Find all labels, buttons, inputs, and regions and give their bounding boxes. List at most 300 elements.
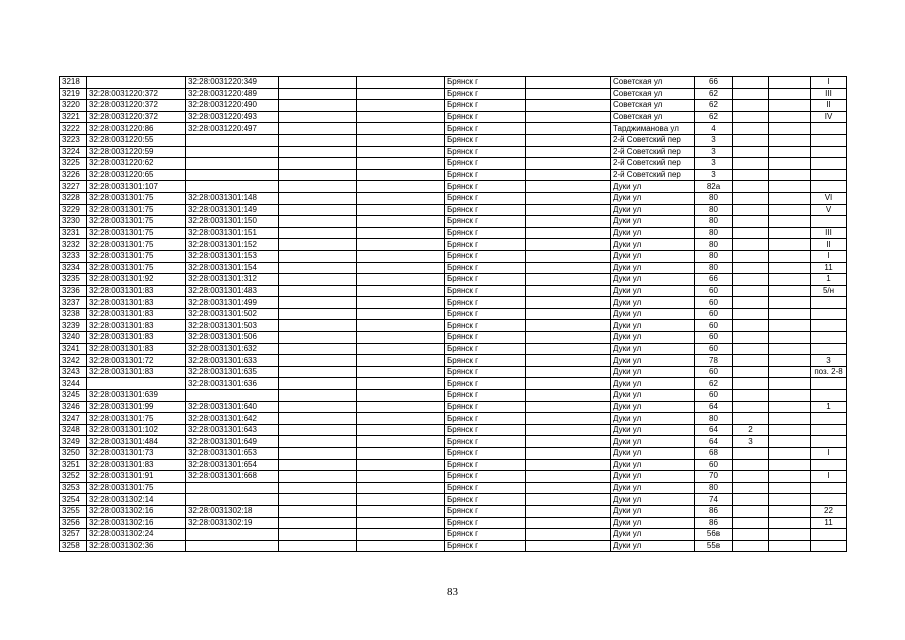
parcel-cadastral-cell: 32:28:0031301:73 [87, 448, 186, 460]
row-number-cell: 3244 [60, 378, 87, 390]
building-number-cell [733, 239, 769, 251]
city-cell: Брянск г [445, 123, 526, 135]
building-number-cell [733, 401, 769, 413]
empty-cell [526, 88, 611, 100]
city-cell: Брянск г [445, 390, 526, 402]
city-cell: Брянск г [445, 517, 526, 529]
building-number-cell [733, 134, 769, 146]
premises-number-cell [811, 529, 847, 541]
parcel-cadastral-cell: 32:28:0031301:75 [87, 227, 186, 239]
row-number-cell: 3220 [60, 100, 87, 112]
premises-number-cell [811, 390, 847, 402]
city-cell: Брянск г [445, 355, 526, 367]
building-number-cell [733, 181, 769, 193]
row-number-cell: 3235 [60, 274, 87, 286]
table-row [60, 111, 847, 123]
empty-cell [279, 494, 357, 506]
empty-cell [526, 158, 611, 170]
empty-cell [357, 77, 445, 89]
empty-cell [769, 88, 811, 100]
object-cadastral-cell [186, 146, 279, 158]
premises-number-cell [811, 343, 847, 355]
building-number-cell [733, 158, 769, 170]
row-number-cell: 3226 [60, 169, 87, 181]
building-number-cell [733, 366, 769, 378]
empty-cell [526, 111, 611, 123]
empty-cell [526, 332, 611, 344]
street-cell: Дуки ул [611, 459, 695, 471]
row-number-cell: 3238 [60, 308, 87, 320]
city-cell: Брянск г [445, 424, 526, 436]
empty-cell [357, 239, 445, 251]
empty-cell [279, 111, 357, 123]
object-cadastral-cell: 32:28:0031301:151 [186, 227, 279, 239]
table-row [60, 332, 847, 344]
row-number-cell: 3250 [60, 448, 87, 460]
row-number-cell: 3251 [60, 459, 87, 471]
house-number-cell: 64 [695, 424, 733, 436]
parcel-cadastral-cell: 32:28:0031301:75 [87, 204, 186, 216]
building-number-cell [733, 459, 769, 471]
object-cadastral-cell [186, 540, 279, 552]
house-number-cell: 3 [695, 169, 733, 181]
empty-cell [526, 227, 611, 239]
table-row [60, 366, 847, 378]
parcel-cadastral-cell: 32:28:0031220:59 [87, 146, 186, 158]
empty-cell [769, 343, 811, 355]
table-row [60, 100, 847, 112]
empty-cell [279, 343, 357, 355]
house-number-cell: 86 [695, 517, 733, 529]
row-number-cell: 3243 [60, 366, 87, 378]
parcel-cadastral-cell: 32:28:0031301:75 [87, 250, 186, 262]
empty-cell [769, 158, 811, 170]
parcel-cadastral-cell: 32:28:0031301:107 [87, 181, 186, 193]
parcel-cadastral-cell: 32:28:0031220:86 [87, 123, 186, 135]
empty-cell [357, 424, 445, 436]
row-number-cell: 3228 [60, 192, 87, 204]
building-number-cell [733, 448, 769, 460]
premises-number-cell [811, 297, 847, 309]
house-number-cell: 80 [695, 192, 733, 204]
city-cell: Брянск г [445, 239, 526, 251]
empty-cell [769, 123, 811, 135]
building-number-cell [733, 262, 769, 274]
table-row [60, 181, 847, 193]
city-cell: Брянск г [445, 169, 526, 181]
empty-cell [357, 320, 445, 332]
house-number-cell: 3 [695, 158, 733, 170]
building-number-cell: 2 [733, 424, 769, 436]
row-number-cell: 3249 [60, 436, 87, 448]
empty-cell [526, 366, 611, 378]
parcel-cadastral-cell: 32:28:0031220:372 [87, 88, 186, 100]
city-cell: Брянск г [445, 332, 526, 344]
empty-cell [279, 540, 357, 552]
premises-number-cell [811, 123, 847, 135]
empty-cell [769, 216, 811, 228]
empty-cell [769, 529, 811, 541]
parcel-cadastral-cell: 32:28:0031301:75 [87, 482, 186, 494]
object-cadastral-cell: 32:28:0031220:497 [186, 123, 279, 135]
empty-cell [769, 505, 811, 517]
empty-cell [279, 424, 357, 436]
city-cell: Брянск г [445, 505, 526, 517]
empty-cell [769, 390, 811, 402]
premises-number-cell: 22 [811, 505, 847, 517]
empty-cell [526, 204, 611, 216]
premises-number-cell: 1 [811, 274, 847, 286]
row-number-cell: 3245 [60, 390, 87, 402]
empty-cell [357, 401, 445, 413]
empty-cell [526, 308, 611, 320]
empty-cell [279, 204, 357, 216]
house-number-cell: 4 [695, 123, 733, 135]
registry-table-body [60, 77, 847, 552]
empty-cell [357, 390, 445, 402]
premises-number-cell: I [811, 250, 847, 262]
empty-cell [769, 146, 811, 158]
building-number-cell [733, 332, 769, 344]
premises-number-cell [811, 134, 847, 146]
empty-cell [769, 378, 811, 390]
parcel-cadastral-cell: 32:28:0031301:83 [87, 297, 186, 309]
premises-number-cell: поз. 2-8 [811, 366, 847, 378]
object-cadastral-cell: 32:28:0031301:668 [186, 471, 279, 483]
empty-cell [526, 378, 611, 390]
street-cell: Дуки ул [611, 297, 695, 309]
building-number-cell [733, 88, 769, 100]
empty-cell [357, 517, 445, 529]
building-number-cell [733, 529, 769, 541]
row-number-cell: 3230 [60, 216, 87, 228]
street-cell: Дуки ул [611, 355, 695, 367]
empty-cell [769, 250, 811, 262]
object-cadastral-cell [186, 390, 279, 402]
empty-cell [279, 413, 357, 425]
row-number-cell: 3233 [60, 250, 87, 262]
house-number-cell: 56в [695, 529, 733, 541]
row-number-cell: 3227 [60, 181, 87, 193]
object-cadastral-cell: 32:28:0031301:154 [186, 262, 279, 274]
building-number-cell [733, 471, 769, 483]
parcel-cadastral-cell: 32:28:0031220:62 [87, 158, 186, 170]
empty-cell [526, 482, 611, 494]
building-number-cell [733, 308, 769, 320]
row-number-cell: 3246 [60, 401, 87, 413]
object-cadastral-cell: 32:28:0031220:349 [186, 77, 279, 89]
street-cell: Дуки ул [611, 308, 695, 320]
street-cell: Дуки ул [611, 320, 695, 332]
object-cadastral-cell [186, 158, 279, 170]
empty-cell [279, 436, 357, 448]
empty-cell [769, 448, 811, 460]
street-cell: Дуки ул [611, 332, 695, 344]
premises-number-cell [811, 436, 847, 448]
city-cell: Брянск г [445, 529, 526, 541]
empty-cell [357, 459, 445, 471]
street-cell: Дуки ул [611, 436, 695, 448]
table-row [60, 390, 847, 402]
row-number-cell: 3225 [60, 158, 87, 170]
table-row [60, 192, 847, 204]
empty-cell [357, 308, 445, 320]
row-number-cell: 3242 [60, 355, 87, 367]
table-row [60, 88, 847, 100]
row-number-cell: 3255 [60, 505, 87, 517]
premises-number-cell: III [811, 227, 847, 239]
street-cell: Дуки ул [611, 505, 695, 517]
empty-cell [769, 413, 811, 425]
object-cadastral-cell: 32:28:0031220:489 [186, 88, 279, 100]
house-number-cell: 80 [695, 227, 733, 239]
empty-cell [769, 366, 811, 378]
street-cell: Советская ул [611, 88, 695, 100]
parcel-cadastral-cell: 32:28:0031220:55 [87, 134, 186, 146]
premises-number-cell: VI [811, 192, 847, 204]
building-number-cell [733, 482, 769, 494]
house-number-cell: 80 [695, 413, 733, 425]
empty-cell [526, 529, 611, 541]
parcel-cadastral-cell: 32:28:0031301:83 [87, 308, 186, 320]
empty-cell [279, 285, 357, 297]
empty-cell [279, 158, 357, 170]
house-number-cell: 55в [695, 540, 733, 552]
house-number-cell: 60 [695, 332, 733, 344]
empty-cell [357, 529, 445, 541]
city-cell: Брянск г [445, 204, 526, 216]
street-cell: Дуки ул [611, 262, 695, 274]
empty-cell [357, 216, 445, 228]
empty-cell [526, 401, 611, 413]
table-row [60, 158, 847, 170]
empty-cell [279, 366, 357, 378]
parcel-cadastral-cell: 32:28:0031301:83 [87, 366, 186, 378]
city-cell: Брянск г [445, 134, 526, 146]
premises-number-cell: III [811, 88, 847, 100]
city-cell: Брянск г [445, 262, 526, 274]
row-number-cell: 3231 [60, 227, 87, 239]
premises-number-cell: 5/н [811, 285, 847, 297]
table-row [60, 494, 847, 506]
building-number-cell [733, 505, 769, 517]
empty-cell [279, 482, 357, 494]
city-cell: Брянск г [445, 343, 526, 355]
city-cell: Брянск г [445, 308, 526, 320]
street-cell: Дуки ул [611, 517, 695, 529]
building-number-cell [733, 390, 769, 402]
object-cadastral-cell: 32:28:0031301:149 [186, 204, 279, 216]
empty-cell [357, 505, 445, 517]
street-cell: Дуки ул [611, 529, 695, 541]
city-cell: Брянск г [445, 494, 526, 506]
building-number-cell [733, 517, 769, 529]
parcel-cadastral-cell: 32:28:0031301:83 [87, 343, 186, 355]
object-cadastral-cell [186, 169, 279, 181]
object-cadastral-cell: 32:28:0031301:632 [186, 343, 279, 355]
empty-cell [279, 355, 357, 367]
object-cadastral-cell: 32:28:0031301:148 [186, 192, 279, 204]
street-cell: Советская ул [611, 111, 695, 123]
object-cadastral-cell: 32:28:0031302:18 [186, 505, 279, 517]
row-number-cell: 3256 [60, 517, 87, 529]
empty-cell [357, 88, 445, 100]
empty-cell [526, 320, 611, 332]
house-number-cell: 80 [695, 204, 733, 216]
table-row [60, 517, 847, 529]
table-row [60, 297, 847, 309]
building-number-cell [733, 100, 769, 112]
empty-cell [279, 297, 357, 309]
house-number-cell: 60 [695, 297, 733, 309]
table-row [60, 378, 847, 390]
row-number-cell: 3240 [60, 332, 87, 344]
table-row [60, 216, 847, 228]
house-number-cell: 64 [695, 436, 733, 448]
table-row [60, 77, 847, 89]
street-cell: Советская ул [611, 100, 695, 112]
row-number-cell: 3253 [60, 482, 87, 494]
parcel-cadastral-cell [87, 378, 186, 390]
table-row [60, 308, 847, 320]
object-cadastral-cell [186, 529, 279, 541]
empty-cell [526, 343, 611, 355]
empty-cell [526, 146, 611, 158]
object-cadastral-cell: 32:28:0031220:493 [186, 111, 279, 123]
empty-cell [357, 181, 445, 193]
empty-cell [279, 320, 357, 332]
street-cell: 2-й Советский пер [611, 134, 695, 146]
empty-cell [357, 378, 445, 390]
empty-cell [526, 77, 611, 89]
row-number-cell: 3221 [60, 111, 87, 123]
parcel-cadastral-cell: 32:28:0031220:372 [87, 111, 186, 123]
object-cadastral-cell [186, 482, 279, 494]
row-number-cell: 3254 [60, 494, 87, 506]
building-number-cell [733, 320, 769, 332]
table-row [60, 227, 847, 239]
parcel-cadastral-cell: 32:28:0031301:83 [87, 332, 186, 344]
empty-cell [357, 227, 445, 239]
street-cell: 2-й Советский пер [611, 169, 695, 181]
empty-cell [279, 262, 357, 274]
street-cell: Тарджиманова ул [611, 123, 695, 135]
empty-cell [357, 158, 445, 170]
premises-number-cell: IV [811, 111, 847, 123]
empty-cell [357, 448, 445, 460]
house-number-cell: 60 [695, 308, 733, 320]
parcel-cadastral-cell: 32:28:0031302:14 [87, 494, 186, 506]
empty-cell [279, 192, 357, 204]
city-cell: Брянск г [445, 88, 526, 100]
empty-cell [279, 517, 357, 529]
object-cadastral-cell: 32:28:0031301:643 [186, 424, 279, 436]
object-cadastral-cell: 32:28:0031301:633 [186, 355, 279, 367]
page-number: 83 [447, 586, 458, 598]
city-cell: Брянск г [445, 111, 526, 123]
table-row [60, 459, 847, 471]
empty-cell [526, 169, 611, 181]
street-cell: Дуки ул [611, 343, 695, 355]
row-number-cell: 3257 [60, 529, 87, 541]
row-number-cell: 3222 [60, 123, 87, 135]
empty-cell [357, 482, 445, 494]
empty-cell [279, 378, 357, 390]
parcel-cadastral-cell: 32:28:0031220:372 [87, 100, 186, 112]
premises-number-cell: II [811, 100, 847, 112]
empty-cell [769, 77, 811, 89]
empty-cell [526, 459, 611, 471]
house-number-cell: 70 [695, 471, 733, 483]
street-cell: Дуки ул [611, 192, 695, 204]
empty-cell [279, 308, 357, 320]
city-cell: Брянск г [445, 250, 526, 262]
parcel-cadastral-cell: 32:28:0031301:484 [87, 436, 186, 448]
empty-cell [357, 262, 445, 274]
premises-number-cell [811, 413, 847, 425]
parcel-cadastral-cell: 32:28:0031301:83 [87, 285, 186, 297]
table-row [60, 123, 847, 135]
street-cell: 2-й Советский пер [611, 158, 695, 170]
row-number-cell: 3252 [60, 471, 87, 483]
empty-cell [279, 216, 357, 228]
empty-cell [357, 413, 445, 425]
empty-cell [769, 517, 811, 529]
table-row [60, 169, 847, 181]
building-number-cell [733, 378, 769, 390]
house-number-cell: 80 [695, 250, 733, 262]
empty-cell [279, 88, 357, 100]
empty-cell [357, 134, 445, 146]
parcel-cadastral-cell: 32:28:0031301:83 [87, 459, 186, 471]
empty-cell [279, 134, 357, 146]
street-cell: Дуки ул [611, 424, 695, 436]
parcel-cadastral-cell: 32:28:0031301:102 [87, 424, 186, 436]
empty-cell [526, 424, 611, 436]
table-row [60, 285, 847, 297]
object-cadastral-cell: 32:28:0031301:312 [186, 274, 279, 286]
city-cell: Брянск г [445, 378, 526, 390]
street-cell: Дуки ул [611, 378, 695, 390]
city-cell: Брянск г [445, 192, 526, 204]
city-cell: Брянск г [445, 285, 526, 297]
table-row [60, 505, 847, 517]
object-cadastral-cell: 32:28:0031301:636 [186, 378, 279, 390]
object-cadastral-cell: 32:28:0031301:506 [186, 332, 279, 344]
empty-cell [357, 100, 445, 112]
premises-number-cell [811, 146, 847, 158]
empty-cell [357, 436, 445, 448]
table-row [60, 134, 847, 146]
premises-number-cell [811, 181, 847, 193]
empty-cell [769, 471, 811, 483]
parcel-cadastral-cell: 32:28:0031301:75 [87, 216, 186, 228]
empty-cell [769, 308, 811, 320]
empty-cell [769, 181, 811, 193]
premises-number-cell [811, 378, 847, 390]
parcel-cadastral-cell: 32:28:0031301:639 [87, 390, 186, 402]
house-number-cell: 78 [695, 355, 733, 367]
empty-cell [526, 297, 611, 309]
city-cell: Брянск г [445, 413, 526, 425]
empty-cell [769, 204, 811, 216]
empty-cell [769, 320, 811, 332]
building-number-cell [733, 540, 769, 552]
street-cell: 2-й Советский пер [611, 146, 695, 158]
house-number-cell: 80 [695, 239, 733, 251]
empty-cell [769, 285, 811, 297]
empty-cell [769, 332, 811, 344]
